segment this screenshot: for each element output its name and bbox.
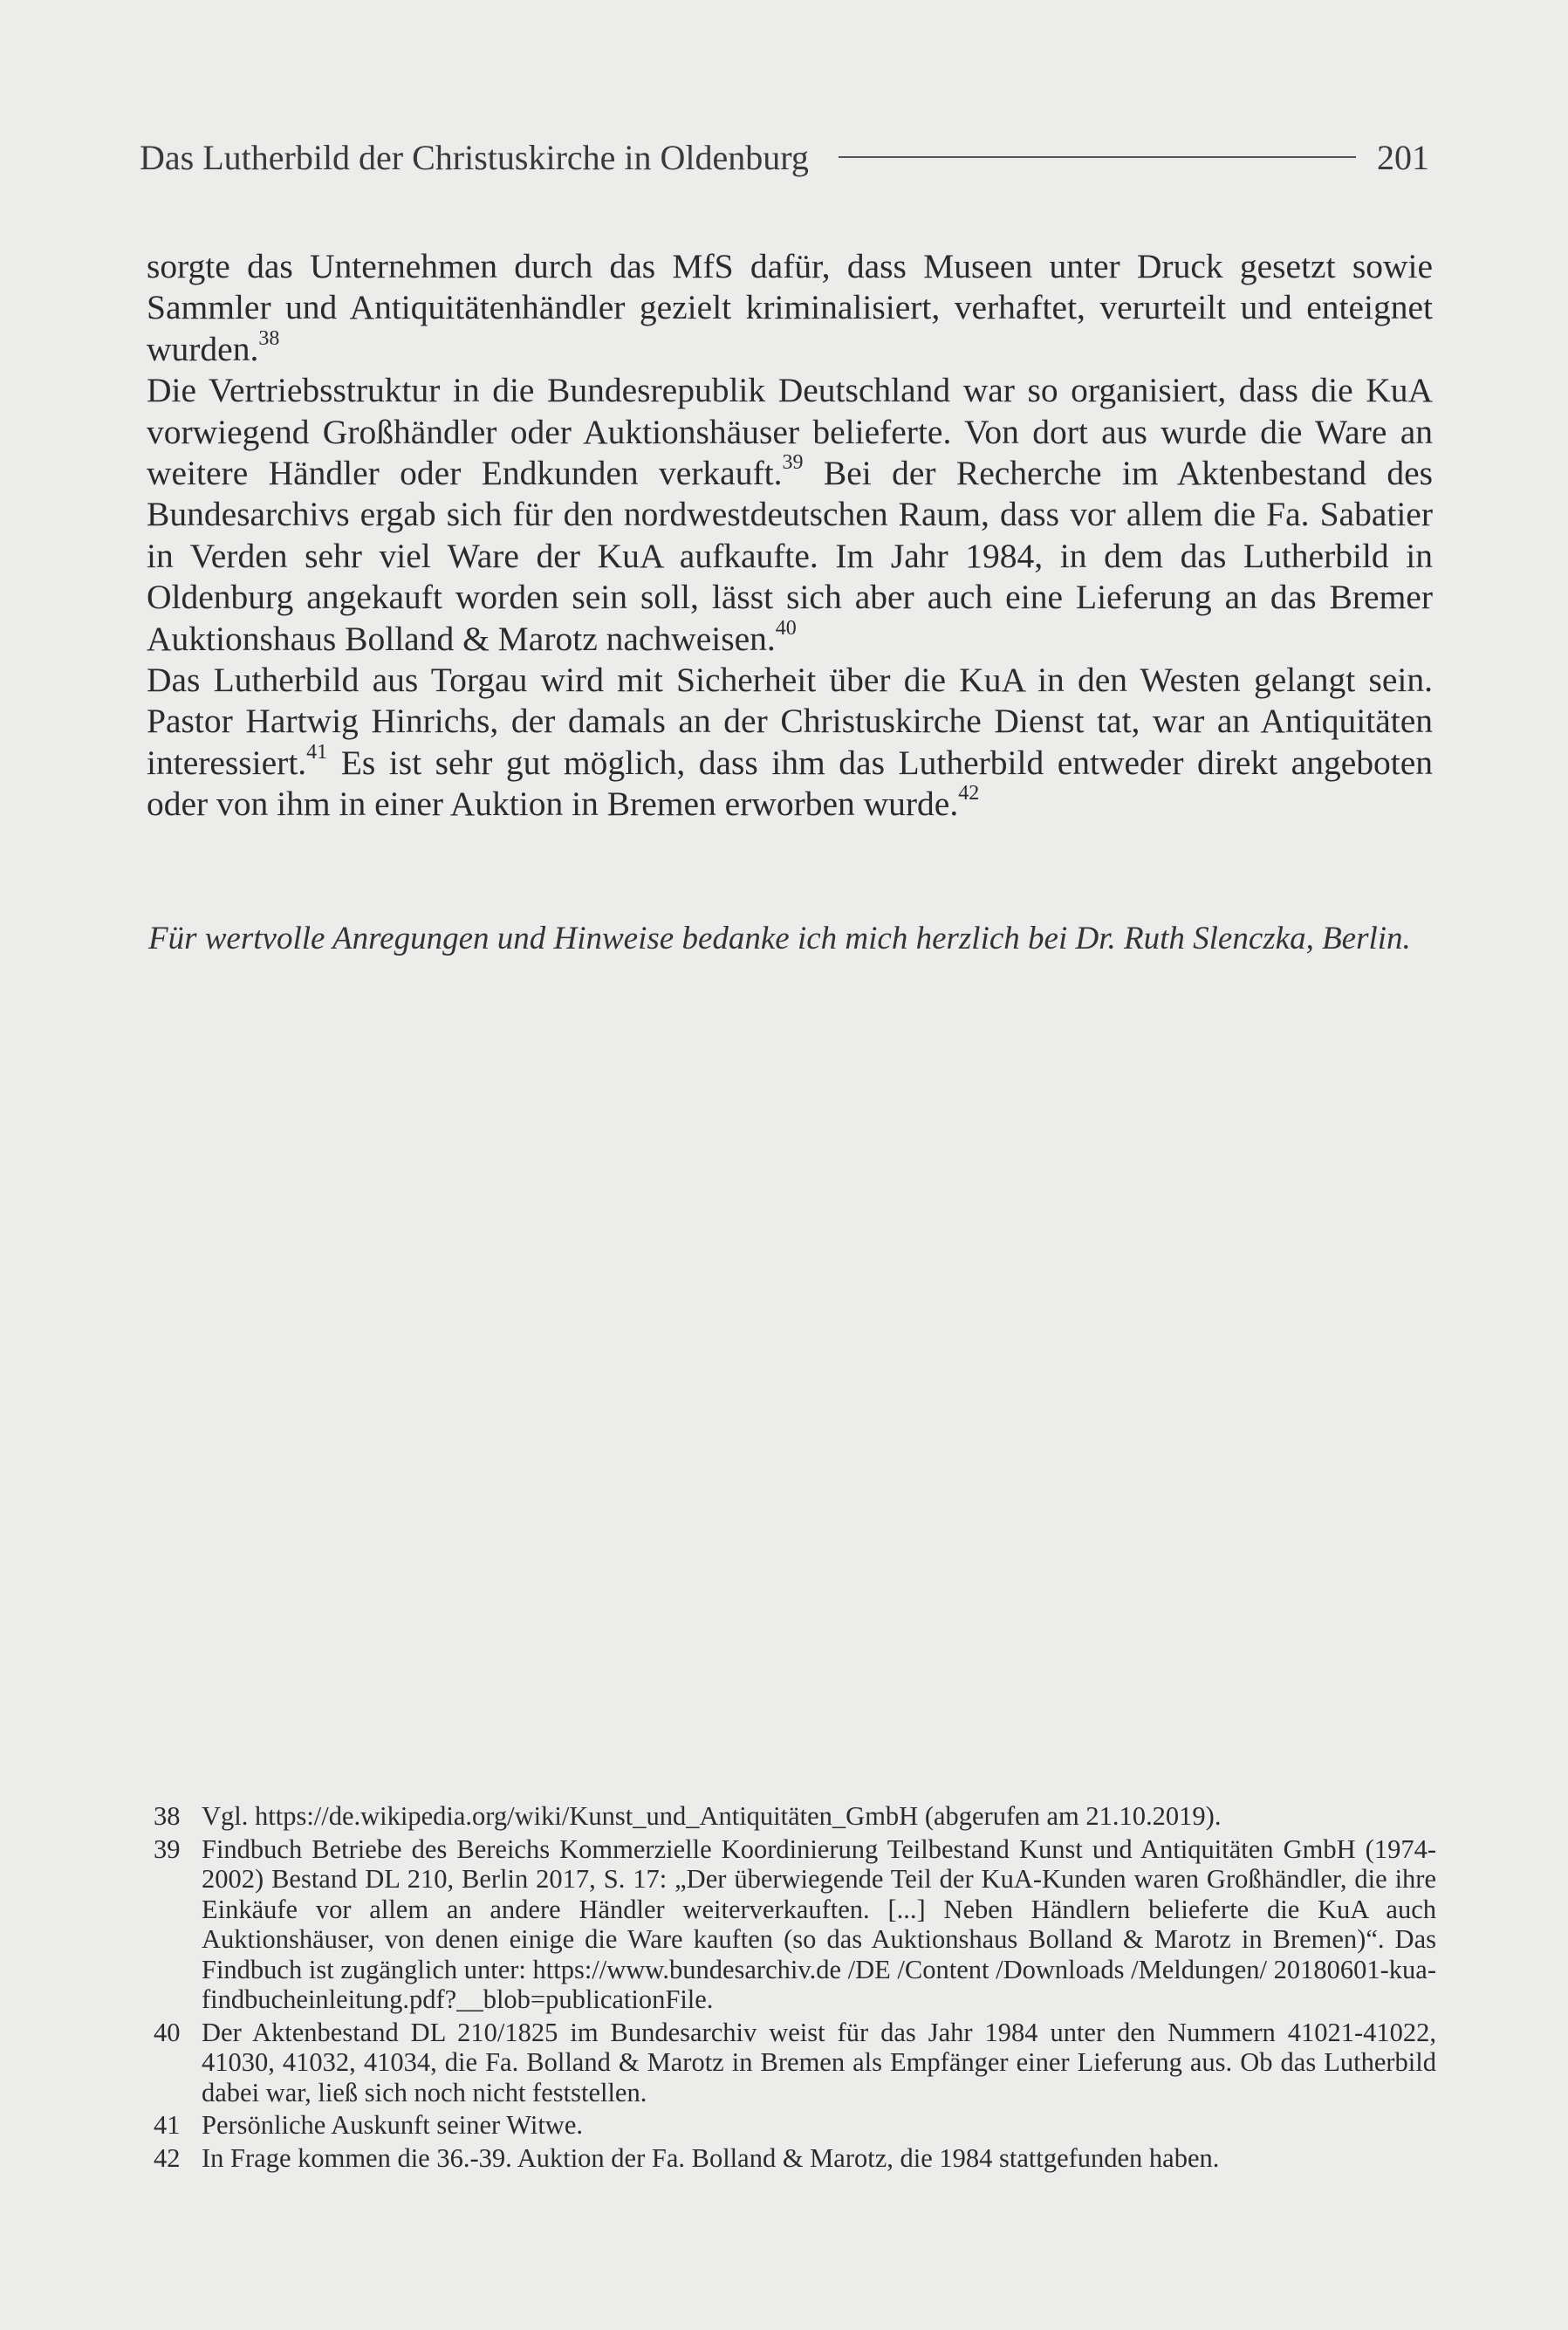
footnote-text: In Frage kommen die 36.-39. Auktion der Fa. Bolland & Marotz, die 1984 stattgefunden haben. bbox=[202, 2142, 1220, 2173]
footnote bbox=[154, 1834, 1436, 2015]
footnote-number: 42 bbox=[154, 2142, 181, 2173]
footnote-ref-41[interactable]: 41 bbox=[306, 740, 328, 764]
footnote-number: 41 bbox=[154, 2110, 181, 2140]
footnote bbox=[154, 2018, 1436, 2108]
acknowledgement: Für wertvolle Anregungen und Hinweise bedanke ich mich herzlich bei Dr. Ruth Slenczka, Berlin. bbox=[148, 921, 1411, 956]
footnote bbox=[154, 2143, 1436, 2174]
footnote-text: Findbuch Betriebe des Bereichs Kommerzielle Koordinierung Teilbestand Kunst und Antiquitäten GmbH (1974-2002) Bestand DL 210, Berlin 2017, S. 17: „Der überwiegende Teil der KuA-Kunden waren Großhändler, die ihre Einkäufe vor allem an andere Händler weiterverkauften. [...] Neben Händlern belieferte die KuA auch Auktionshäuser, von denen einige die Ware kauften (so das Auktionshaus Bolland & Marotz in Bremen)“. Das Findbuch ist zugänglich unter: https://www.bundesarchiv.de /DE /Content /Downloads /Meldungen/ 20180601-kua-findbucheinleitung.pdf?__blob=publicationFile. bbox=[202, 1833, 1436, 2014]
footnotes bbox=[154, 1801, 1436, 2176]
paragraph-1 bbox=[147, 246, 1433, 370]
footnote-text: Der Aktenbestand DL 210/1825 im Bundesarchiv weist für das Jahr 1984 unter den Nummern 41021-41022, 41030, 41032, 41034, die Fa. Bolland & Marotz in Bremen als Empfänger einer Lieferung aus. Ob das Lutherbild dabei war, ließ sich noch nicht feststellen. bbox=[202, 2017, 1436, 2107]
footnote bbox=[154, 1801, 1436, 1832]
paragraph-2 bbox=[147, 370, 1433, 660]
paragraph-1-text: sorgte das Unternehmen durch das MfS dafür, dass Museen unter Druck gesetzt sowie Sammler und Antiquitätenhändler gezielt kriminalisiert, verhaftet, verurteilt und enteignet wurden. bbox=[147, 247, 1433, 368]
footnote-ref-39[interactable]: 39 bbox=[782, 451, 804, 475]
footnote-number: 39 bbox=[154, 1833, 181, 1864]
running-title: Das Lutherbild der Christuskirche in Oldenburg bbox=[140, 137, 809, 177]
paragraph-3-text-b: Es ist sehr gut möglich, dass ihm das Lutherbild entweder direkt angeboten oder von ihm in einer Auktion in Bremen erworben wurde. bbox=[147, 743, 1433, 824]
paragraph-3-text-a: Das Lutherbild aus Torgau wird mit Sicherheit über die KuA in den Westen gelangt sein. Pastor Hartwig Hinrichs, der damals an der Christuskirche Dienst tat, war an Antiquitäten interessiert. bbox=[147, 661, 1433, 782]
footnote bbox=[154, 2110, 1436, 2141]
footnote-number: 40 bbox=[154, 2017, 181, 2047]
page-number: 201 bbox=[1377, 137, 1429, 177]
footnote-ref-38[interactable]: 38 bbox=[258, 326, 280, 350]
paragraph-3 bbox=[147, 660, 1433, 826]
footnote-text: Persönliche Auskunft seiner Witwe. bbox=[202, 2110, 583, 2140]
paragraph-2-text-a: Die Vertriebsstruktur in die Bundesrepublik Deutschland war so organisiert, dass die KuA vorwiegend Großhändler oder Auktionshäuser belieferte. Von dort aus wurde die Ware an weitere Händler oder Endkunden verkauft. bbox=[147, 371, 1433, 493]
footnote-ref-42[interactable]: 42 bbox=[958, 782, 980, 805]
footnote-number: 38 bbox=[154, 1801, 181, 1831]
footnote-ref-40[interactable]: 40 bbox=[775, 616, 797, 640]
paragraph-2-text-b: Bei der Recherche im Aktenbestand des Bundesarchivs ergab sich für den nordwestdeutschen Raum, dass vor allem die Fa. Sabatier in Verden sehr viel Ware der KuA aufkaufte. Im Jahr 1984, in dem das Lutherbild in Oldenburg angekauft worden sein soll, lässt sich aber auch eine Lieferung an das Bremer Auktionshaus Bolland & Marotz nachweisen. bbox=[147, 454, 1433, 658]
body-text bbox=[147, 246, 1433, 826]
header-rule bbox=[839, 156, 1356, 158]
footnote-text: Vgl. https://de.wikipedia.org/wiki/Kunst_und_Antiquitäten_GmbH (abgerufen am 21.10.2019). bbox=[202, 1801, 1222, 1831]
running-header bbox=[140, 131, 1429, 183]
